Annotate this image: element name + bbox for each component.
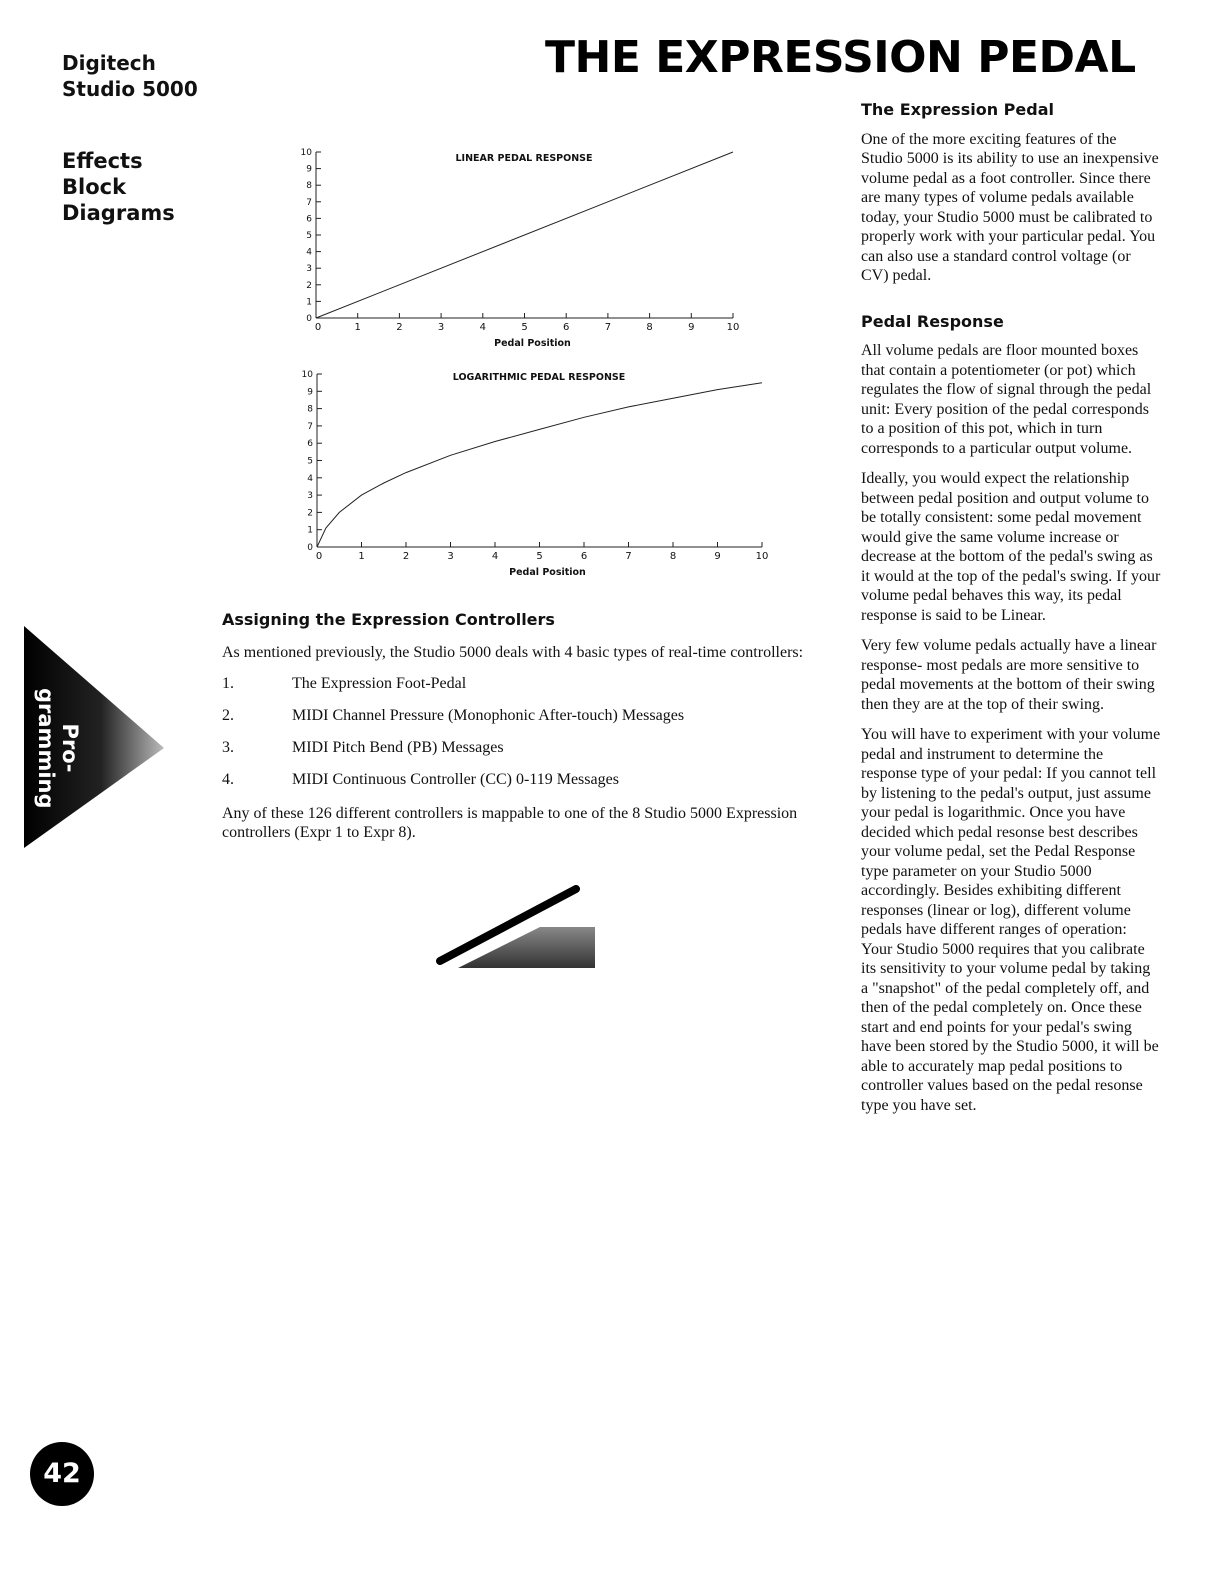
y-tick-label: 1 [307,525,313,536]
x-tick-label: 8 [646,322,653,333]
list-item-text: MIDI Channel Pressure (Monophonic After-touch) Messages [292,707,685,724]
y-tick-label: 10 [301,370,313,380]
x-tick-label: 0 [314,322,322,333]
x-tick-label: 6 [563,322,570,333]
list-item [222,674,812,706]
y-tick-label: 6 [307,439,313,450]
tab-line-2: gramming [34,688,58,809]
linear-chart-svg [290,143,780,355]
x-tick-label: 10 [726,322,740,333]
section-line-2: Block [62,175,127,199]
y-tick-label: 7 [307,421,313,432]
assign-intro: As mentioned previously, the Studio 5000 deals with 4 basic types of real-time controllers: [222,644,804,661]
x-tick-label: 10 [755,551,769,562]
y-tick-label: 7 [306,197,312,208]
paragraph: Very few volume pedals actually have a linear response- most pedals are more sensitive to pedal movements at the bottom of their swing then they are at the top of their swing. [861,637,1157,713]
y-tick-label: 8 [307,404,313,415]
paragraph: All volume pedals are floor mounted boxes that contain a potentiometer (or pot) which regulates the flow of signal through the pedal unit: Every position of the pedal corresponds to a position of this pot, which in turn corresponds to a particular output volume. [861,342,1152,457]
series-line [316,152,733,318]
x-tick-label: 5 [521,322,528,333]
list-item-text: The Expression Foot-Pedal [292,675,467,692]
y-tick-label: 4 [307,473,313,484]
chart-title: LINEAR PEDAL RESPONSE [455,153,593,164]
x-tick-label: 9 [688,322,695,333]
y-tick-label: 0 [306,314,312,324]
y-tick-label: 10 [300,148,312,158]
log-chart-svg [290,365,790,585]
x-tick-label: 6 [580,551,588,562]
paragraph: One of the more exciting features of the Studio 5000 is its ability to use an inexpensive volume pedal as a foot controller. Since there are many types of volume pedals available today, your Studio 5000 must be calibrated to properly work with your particular pedal. You can also use a standard control voltage (or CV) pedal. [861,130,1159,284]
x-tick-label: 3 [447,551,454,562]
brand-line-1: Digitech [62,51,156,75]
series-line [317,383,762,547]
x-tick-label: 8 [669,551,677,562]
assign-section [222,610,812,842]
list-item [222,706,812,738]
log-response-chart [290,365,790,577]
section-line-1: Effects [62,149,143,173]
list-item-number: 4. [222,771,234,788]
list-item [222,770,812,802]
list-item-number: 2. [222,707,234,724]
assign-heading: Assigning the Expression Controllers [222,610,555,629]
y-tick-label: 4 [306,247,312,258]
expression-pedal-heading: The Expression Pedal [861,100,1054,119]
list-item-number: 3. [222,739,234,756]
list-item-number: 1. [222,675,234,692]
pedal-response-heading: Pedal Response [861,311,1004,331]
x-tick-label: 3 [437,322,445,333]
chart-title: LOGARITHMIC PEDAL RESPONSE [452,372,626,383]
y-tick-label: 3 [307,491,313,502]
tab-line-1: Pro- [58,723,82,773]
y-tick-label: 8 [306,181,312,192]
x-tick-label: 1 [358,551,365,562]
pedal-illustration [430,885,600,975]
right-column [861,100,1161,1126]
y-tick-label: 0 [307,543,313,553]
y-tick-label: 3 [306,264,312,275]
x-tick-label: 7 [625,551,632,562]
x-axis-label: Pedal Position [509,567,586,578]
y-tick-label: 6 [306,214,312,225]
x-tick-label: 2 [402,551,410,562]
y-tick-label: 1 [306,297,312,308]
pedal-icon [430,885,600,975]
x-tick-label: 9 [714,551,721,562]
y-tick-label: 2 [306,280,312,291]
x-axis-label: Pedal Position [494,338,571,349]
x-tick-label: 0 [315,551,323,562]
x-tick-label: 1 [354,322,361,333]
page-title: THE EXPRESSION PEDAL [545,32,1136,83]
page-number: 42 [30,1442,94,1506]
section-title [62,148,175,226]
y-tick-label: 9 [306,164,312,175]
x-tick-label: 5 [536,551,543,562]
list-item-text: MIDI Pitch Bend (PB) Messages [292,739,504,756]
y-tick-label: 2 [307,508,313,519]
list-item [222,738,812,770]
assign-closing: Any of these 126 different controllers is mappable to one of the 8 Studio 5000 Expression controllers (Expr 1 to Expr 8). [222,805,798,841]
paragraph: You will have to experiment with your volume pedal and instrument to determine the response type of your pedal: If you cannot tell by listening to the pedal's output, just assume your pedal is logarithmic. Once you have decided which pedal resonse best describes your volume pedal, set the Pedal Response type parameter on your Studio 5000 accordingly. Besides exhibiting different responses (linear or log), different volume pedals have different ranges of operation: Your Studio 5000 requires that you calibrate its sensitivity to your volume pedal by taking a "snapshot" of the pedal completely off, and then of the pedal completely on. Once these start and end points for your pedal's swing have been stored by the Studio 5000, it will be able to accurately map pedal positions to controller values based on the pedal resonse type you have set. [861,726,1161,1114]
chapter-tab-label [34,688,82,808]
controller-list [222,674,812,802]
paragraph: Ideally, you would expect the relationship between pedal position and output volume to be totally consistent: some pedal movement would give the same volume increase or decrease at the bottom of the pedal's swing as it would at the top of the pedal's swing. If your volume pedal behaves this way, its pedal response is said to be Linear. [861,470,1161,624]
y-tick-label: 9 [307,387,313,398]
y-tick-label: 5 [307,456,313,467]
x-tick-label: 4 [479,322,486,333]
brand-title [62,50,198,102]
x-tick-label: 7 [604,322,612,333]
x-tick-label: 2 [396,322,403,333]
x-tick-label: 4 [491,551,499,562]
section-line-3: Diagrams [62,201,175,225]
list-item-text: MIDI Continuous Controller (CC) 0-119 Messages [292,771,619,788]
y-tick-label: 5 [306,231,312,241]
brand-line-2: Studio 5000 [62,77,198,101]
linear-response-chart [290,143,780,355]
